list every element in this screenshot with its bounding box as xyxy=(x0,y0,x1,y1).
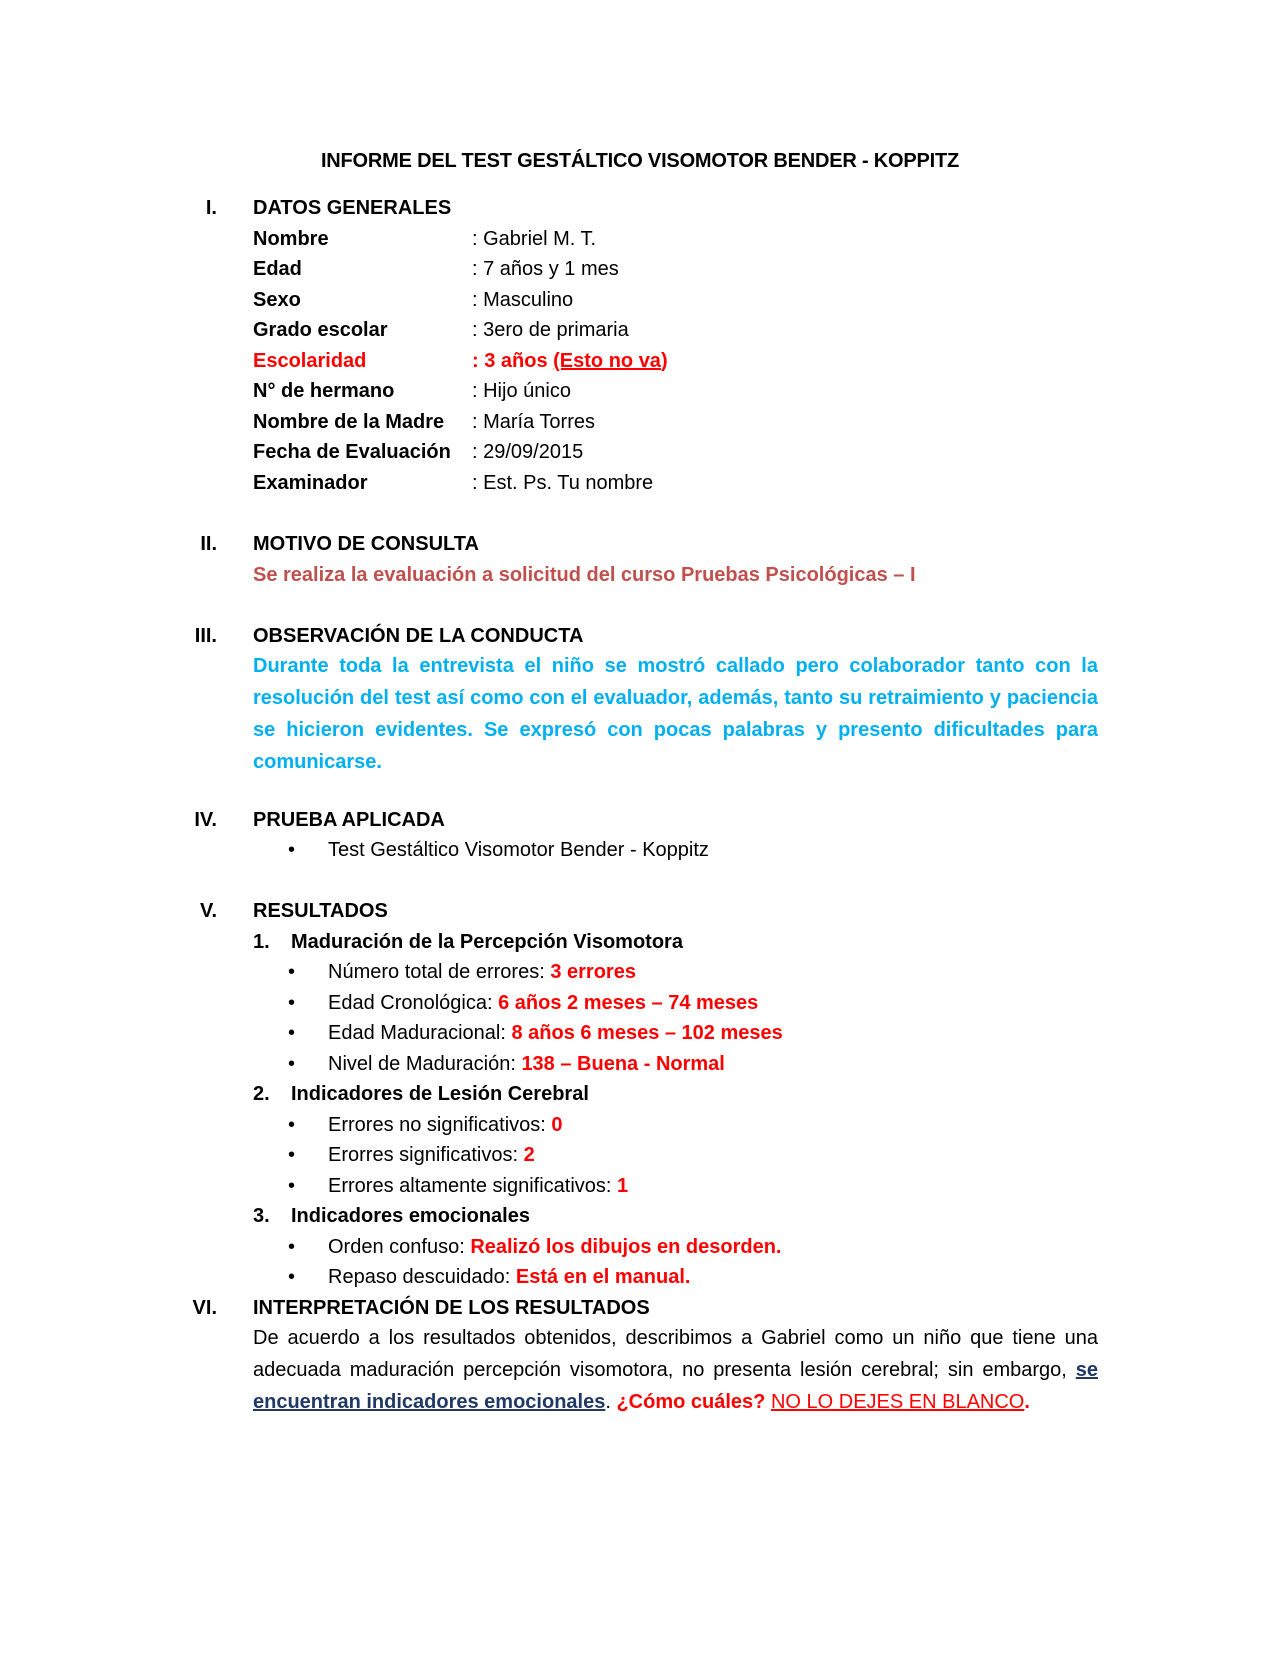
field-label-sexo: Sexo xyxy=(253,289,301,311)
item-label: Nivel de Maduración: xyxy=(328,1053,522,1075)
section-3-heading: OBSERVACIÓN DE LA CONDUCTA xyxy=(253,625,584,647)
section-1-heading: DATOS GENERALES xyxy=(253,197,452,219)
item-label: Edad Maduracional: xyxy=(328,1022,512,1044)
section-5-numeral: V. xyxy=(199,900,217,922)
field-label-edad: Edad xyxy=(253,258,302,280)
bullet-glyph: • xyxy=(288,1144,296,1166)
item-value: 3 errores xyxy=(550,961,636,983)
result-group-3-number: 3. xyxy=(253,1205,270,1227)
item-label: Errores altamente significativos: xyxy=(328,1175,618,1197)
result-group-3-title: Indicadores emocionales xyxy=(291,1205,530,1227)
field-value-fecha: : 29/09/2015 xyxy=(472,441,584,463)
bullet-glyph: • xyxy=(288,992,296,1014)
item-label: Edad Cronológica: xyxy=(328,992,499,1014)
field-label-fecha: Fecha de Evaluación xyxy=(253,441,451,463)
bullet-glyph: • xyxy=(288,1114,296,1136)
bullet-glyph: • xyxy=(288,961,296,983)
interpretation-warning: NO LO DEJES EN BLANCO xyxy=(770,1391,1025,1413)
bullet-glyph: • xyxy=(288,839,296,861)
field-label-madre: Nombre de la Madre xyxy=(253,411,445,433)
field-label-examinador: Examinador xyxy=(253,472,368,494)
document-title: INFORME DEL TEST GESTÁLTICO VISOMOTOR BENDER - KOPPITZ xyxy=(320,150,960,172)
field-value-sexo: : Masculino xyxy=(472,289,574,311)
interpretation-highlight: se encuentran indicadores emocionales xyxy=(253,1359,1098,1413)
field-label-escolaridad: Escolaridad xyxy=(253,350,367,372)
item-label: Número total de errores: xyxy=(328,961,551,983)
bullet-glyph: • xyxy=(288,1236,296,1258)
bullet-glyph: • xyxy=(288,1053,296,1075)
section-6-numeral: VI. xyxy=(192,1297,217,1319)
section-2-heading: MOTIVO DE CONSULTA xyxy=(253,533,479,555)
item-value: 0 xyxy=(551,1114,563,1136)
item-value: 2 xyxy=(523,1144,535,1166)
item-value: Realizó los dibujos en desorden. xyxy=(470,1236,782,1258)
field-label-grado: Grado escolar xyxy=(253,319,388,341)
prueba-aplicada-item: Test Gestáltico Visomotor Bender - Koppitz xyxy=(328,839,709,861)
field-value-grado: : 3ero de primaria xyxy=(472,319,629,341)
interpretation-separator: . xyxy=(605,1391,617,1413)
section-4-numeral: IV. xyxy=(194,809,217,831)
escolaridad-note: (Esto no va xyxy=(553,350,661,372)
item-value: 138 – Buena - Normal xyxy=(521,1053,725,1075)
result-group-1-title: Maduración de la Percepción Visomotora xyxy=(291,931,683,953)
section-3-text: Durante toda la entrevista el niño se mostró callado pero colaborador tanto con la resolución del test así como con el evaluador, además, tanto su retraimiento y paciencia se hicieron evidentes. Se expresó con pocas palabras y presento dificultades para comunicarse. xyxy=(253,655,1098,773)
interpretation-question: ¿Cómo cuáles? xyxy=(616,1391,771,1413)
item-value: 6 años 2 meses – 74 meses xyxy=(498,992,759,1014)
result-group-1-number: 1. xyxy=(253,931,270,953)
field-value-madre: : María Torres xyxy=(472,411,595,433)
section-6-text xyxy=(253,1322,1098,1418)
interpretation-body: De acuerdo a los resultados obtenidos, describimos a Gabriel como un niño que tiene una adecuada maduración percepción visomotora, no presenta lesión cerebral; sin embargo, xyxy=(253,1327,1098,1381)
bullet-glyph: • xyxy=(288,1175,296,1197)
field-value-examinador: : Est. Ps. Tu nombre xyxy=(472,472,654,494)
bullet-glyph: • xyxy=(288,1022,296,1044)
section-6-heading: INTERPRETACIÓN DE LOS RESULTADOS xyxy=(253,1297,650,1319)
field-value-hermano: : Hijo único xyxy=(472,380,571,402)
field-label-hermano: N° de hermano xyxy=(253,380,395,402)
bullet-glyph: • xyxy=(288,1266,296,1288)
field-value-escolaridad xyxy=(472,349,668,373)
item-label: Errores no significativos: xyxy=(328,1114,552,1136)
escolaridad-value: : 3 años xyxy=(472,350,554,372)
item-label: Orden confuso: xyxy=(328,1236,471,1258)
section-3-numeral: III. xyxy=(194,625,217,647)
escolaridad-close: ) xyxy=(660,350,668,372)
item-value: 1 xyxy=(617,1175,629,1197)
section-4-heading: PRUEBA APLICADA xyxy=(253,809,445,831)
result-group-2-title: Indicadores de Lesión Cerebral xyxy=(291,1083,589,1105)
item-label: Erorres significativos: xyxy=(328,1144,524,1166)
item-value: Está en el manual. xyxy=(515,1266,691,1288)
item-label: Repaso descuidado: xyxy=(328,1266,516,1288)
section-1-numeral: I. xyxy=(205,197,217,219)
section-2-text: Se realiza la evaluación a solicitud del curso Pruebas Psicológicas – I xyxy=(253,564,916,586)
interpretation-end: . xyxy=(1024,1391,1030,1413)
item-value: 8 años 6 meses – 102 meses xyxy=(511,1022,783,1044)
result-group-2-number: 2. xyxy=(253,1083,270,1105)
section-5-heading: RESULTADOS xyxy=(253,900,388,922)
section-2-numeral: II. xyxy=(200,533,217,555)
field-value-edad: : 7 años y 1 mes xyxy=(472,258,619,280)
field-value-nombre: : Gabriel M. T. xyxy=(472,228,597,250)
field-label-nombre: Nombre xyxy=(253,228,329,250)
